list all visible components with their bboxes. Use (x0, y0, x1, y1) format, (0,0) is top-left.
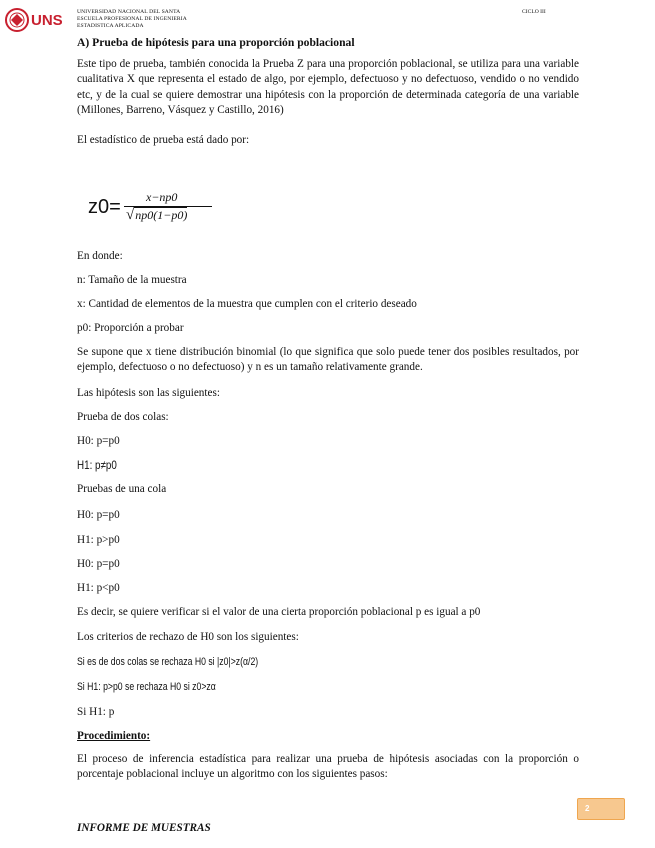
sqrt-symbol: √ (126, 207, 135, 223)
radicand: np0(1−p0) (135, 208, 188, 222)
intro-paragraph: Este tipo de prueba, también conocida la Prueba Z para una proporción poblacional, se utiliza para una variable cualitativa X que representa el estado de algo, por ejemplo, defectuoso y no defectuoso, vendido o no vendido etc, y de la cual se quiere demostrar una hipótesis con la proporción de determinada categoría de una variable (Millones, Barreno, Vásquez y Castillo, 2016) (77, 58, 579, 117)
hypotheses-intro: Las hipótesis son las siguientes: (77, 387, 220, 399)
school-name: ESCUELA PROFESIONAL DE INGENIERIA (77, 16, 187, 23)
definition-n: n: Tamaño de la muestra (77, 274, 187, 286)
criterion-greater: Si H1: p>p0 se rechaza H0 si z0>zα (77, 681, 216, 693)
one-tail-h0-lower: H0: p=p0 (77, 558, 120, 570)
definition-p0: p0: Proporción a probar (77, 322, 184, 334)
verify-statement: Es decir, se quiere verificar si el valor de una cierta proporción poblacional p es igual a p0 (77, 606, 481, 618)
formula-lhs: z0= (88, 196, 121, 218)
criteria-intro: Los criterios de rechazo de H0 son los siguientes: (77, 631, 299, 643)
assumption-paragraph: Se supone que x tiene distribución binomial (lo que significa que solo puede tener dos posibles resultados, por ejemplo, defectuoso o no defectuoso) y n es un tamaño relativamente grande. (77, 346, 579, 374)
cycle-label: CICLO III (522, 9, 546, 15)
formula-denominator (126, 207, 187, 224)
one-tail-h1-upper: H1: p>p0 (77, 534, 120, 546)
two-tail-h1: H1: p≠p0 (77, 458, 117, 472)
where-label: En donde: (77, 250, 123, 262)
two-tail-h0: H0: p=p0 (77, 435, 120, 447)
procedure-paragraph: El proceso de inferencia estadística para realizar una prueba de hipótesis asociadas con la proporción o porcentaje poblacional incluye un algoritmo con los siguientes pasos: (77, 753, 579, 781)
page-number: 2 (585, 804, 590, 813)
two-tail-heading: Prueba de dos colas: (77, 411, 169, 423)
one-tail-h1-lower: H1: p<p0 (77, 582, 120, 594)
report-footer: INFORME DE MUESTRAS (77, 822, 211, 834)
logo-text: UNS (31, 12, 63, 29)
section-title: A) Prueba de hipótesis para una proporción poblacional (77, 36, 355, 49)
university-logo (4, 6, 70, 34)
criterion-less: Si H1: p (77, 706, 115, 718)
institution-header (77, 9, 187, 31)
definition-x: x: Cantidad de elementos de la muestra que cumplen con el criterio deseado (77, 298, 417, 310)
course-name: ESTADISTICA APLICADA (77, 23, 144, 30)
criterion-two-tail: Si es de dos colas se rechaza H0 si |z0|>z(α/2) (77, 656, 259, 668)
university-name: UNIVERSIDAD NACIONAL DEL SANTA (77, 9, 181, 15)
one-tail-heading: Pruebas de una cola (77, 483, 167, 495)
one-tail-h0-upper: H0: p=p0 (77, 509, 120, 521)
formula-numerator: x−np0 (146, 190, 178, 204)
page-number-badge (577, 798, 625, 820)
procedure-heading: Procedimiento: (77, 730, 151, 742)
statistic-intro: El estadístico de prueba está dado por: (77, 134, 250, 146)
